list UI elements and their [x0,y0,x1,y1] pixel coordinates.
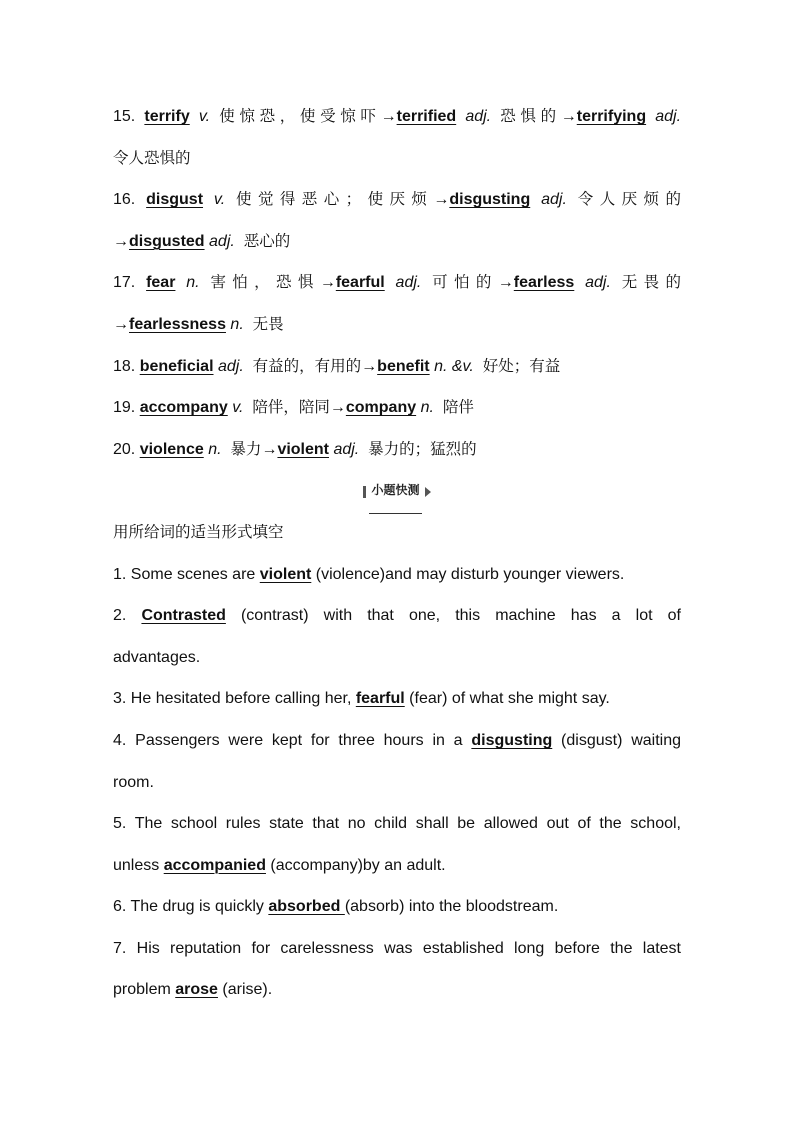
vocab-item-15-cont [113,138,681,180]
answer-blank: absorbed [268,898,345,916]
headword: beneficial [139,357,214,375]
vocab-item-17-cont [113,304,681,346]
derived-word: fearlessness [129,315,226,333]
section-tag-label: 小题快测 [369,470,421,514]
sentence-text: (fear) of what she might say. [404,690,610,708]
arrow-icon: → [113,232,129,250]
meaning: 暴力 [230,439,262,458]
exercise-5-cont [113,845,681,887]
arrow-icon: → [329,399,346,417]
arrow-icon: → [261,440,278,458]
meaning: 使觉得恶心；使厌烦 [236,190,434,209]
part-of-speech: n. [420,399,434,417]
headword: disgust [146,191,204,209]
triangle-right-icon [425,487,431,497]
meaning: 有益的，有用的 [252,356,362,375]
sentence-text: His reputation for carelessness was established long before the latest [136,939,682,957]
item-number: 7. [113,939,127,957]
item-number: 4. [113,731,127,749]
part-of-speech: n. [230,315,244,333]
sentence-text: Passengers were kept for three hours in a [135,731,472,749]
derived-word: terrified [396,108,457,125]
meaning: 无畏 [252,314,284,333]
part-of-speech: adj. [333,440,360,458]
exercise-7-cont [113,969,681,1011]
sentence-text: (absorb) into the bloodstream. [344,898,559,916]
item-number: 3. [113,690,127,708]
sentence-text: room. [113,773,154,791]
meaning: 恐惧的 [500,107,561,125]
sentence-text: Some scenes are [130,565,260,583]
exercise-1 [113,554,681,596]
headword: terrify [144,108,190,125]
instruction [113,512,681,554]
meaning: 使惊恐，使受惊吓 [219,107,381,125]
vocab-item-16 [113,179,681,221]
part-of-speech: adj. [541,191,567,209]
meaning: 陪伴，陪同 [252,398,330,417]
meaning: 害怕，恐惧 [210,273,320,292]
sentence-text: (arise). [217,981,273,999]
sentence-text: (contrast) with that one, this machine has a lot of [225,607,681,625]
answer-blank: accompanied [163,856,266,874]
answer-blank: Contrasted [141,607,226,625]
sentence-text: The school rules state that no child shall be allowed out of the school, [134,815,682,833]
part-of-speech: adj. [395,274,422,292]
section-header [113,470,681,512]
meaning: 可怕的 [432,273,498,292]
item-number: 20. [113,440,136,458]
exercise-2 [113,595,681,637]
arrow-icon: → [380,108,397,125]
sentence-text: (disgust) waiting [552,731,681,749]
vocab-item-20 [113,429,681,471]
part-of-speech: adj. [209,232,235,250]
part-of-speech: v. [213,191,226,209]
part-of-speech: adj. [585,274,611,292]
item-number: 2. [113,607,127,625]
arrow-icon: → [560,108,577,125]
vocab-item-15 [113,96,681,138]
meaning: 暴力的；猛烈的 [368,439,477,458]
section-tag [363,470,430,514]
part-of-speech: n. [208,440,222,458]
meaning: 无畏的 [621,273,681,292]
derived-word: terrifying [576,108,647,125]
part-of-speech: adj. [465,108,492,125]
headword: fear [146,274,176,292]
item-number: 15. [113,108,136,125]
meaning: 恶心的 [243,231,291,250]
arrow-icon: → [113,315,129,333]
sentence-text: advantages. [113,648,201,666]
item-number: 6. [113,898,127,916]
sentence-text: (accompany)by an adult. [265,856,446,874]
answer-blank: fearful [355,690,405,708]
derived-word: company [345,399,417,417]
vocab-item-16-cont [113,221,681,263]
sentence-text: unless [113,856,164,874]
part-of-speech: n. &v. [434,357,474,375]
part-of-speech: v. [232,399,244,417]
arrow-icon: → [433,191,450,209]
derived-word: fearless [513,274,575,292]
exercise-2-cont [113,637,681,679]
meaning: 陪伴 [442,398,474,417]
item-number: 18. [113,357,136,375]
derived-word: violent [277,440,329,458]
instruction-text: 用所给词的适当形式填空 [113,522,284,541]
arrow-icon: → [361,357,378,375]
headword: violence [139,440,204,458]
sentence-text: The drug is quickly [130,898,269,916]
answer-blank: arose [175,981,218,999]
item-number: 5. [113,815,127,833]
derived-word: fearful [335,274,385,292]
arrow-icon: → [497,274,514,292]
headword: accompany [139,399,228,417]
exercise-6 [113,886,681,928]
exercise-4 [113,720,681,762]
sentence-text: problem [113,981,176,999]
part-of-speech: n. [186,274,200,292]
sentence-text: (violence)and may disturb younger viewers. [311,565,625,583]
exercise-7 [113,928,681,970]
sentence-text: He hesitated before calling her, [130,690,356,708]
item-number: 17. [113,274,136,292]
arrow-icon: → [319,274,336,292]
item-number: 16. [113,191,136,209]
answer-blank: disgusting [471,731,553,749]
exercise-5 [113,803,681,845]
document-page [113,96,681,1011]
derived-word: disgusted [129,232,205,250]
meaning: 好处；有益 [482,356,561,375]
part-of-speech: adj. [217,357,244,375]
derived-word: benefit [377,357,430,375]
vocab-item-18 [113,346,681,388]
derived-word: disgusting [449,191,531,209]
answer-blank: violent [259,565,312,583]
exercise-4-cont [113,762,681,804]
vocab-item-17 [113,262,681,304]
item-number: 1. [113,565,127,583]
exercise-3 [113,678,681,720]
part-of-speech: v. [198,108,211,125]
meaning: 令人恐惧的 [113,148,191,167]
meaning: 令人厌烦的 [577,190,681,209]
item-number: 19. [113,399,136,417]
part-of-speech: adj. [655,108,682,125]
vocab-item-19 [113,387,681,429]
bar-icon [363,486,366,498]
